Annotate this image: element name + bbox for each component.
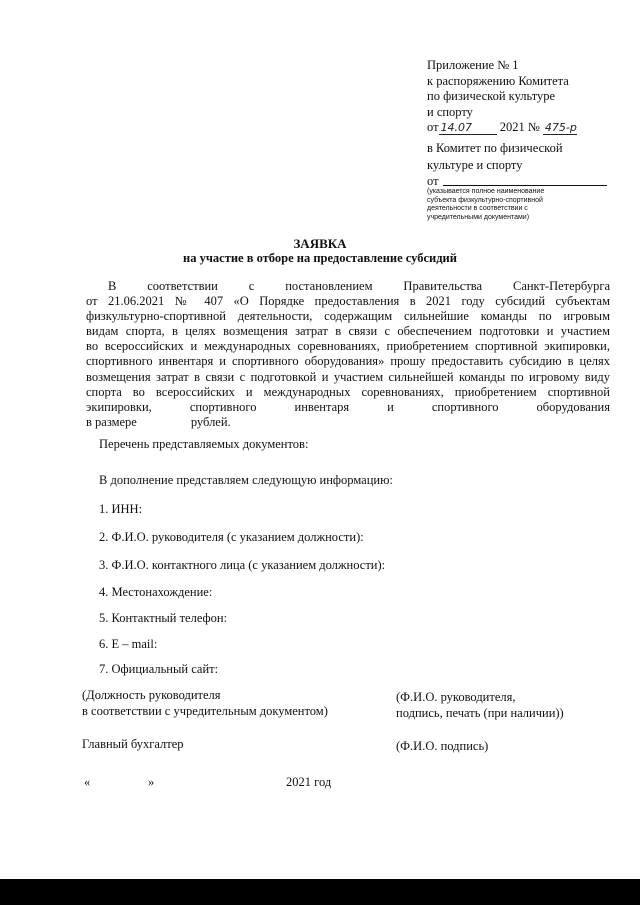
amount-line <box>86 415 610 430</box>
handwritten-number: 475-р <box>544 121 577 135</box>
body-line: во всероссийских и международных соревнованиях, приобретением спортивной экипировки, <box>86 339 610 354</box>
date-year: 2021 год <box>286 775 332 789</box>
phone-label: 5. Контактный телефон: <box>99 611 228 625</box>
annex-line: Приложение № 1 <box>427 58 519 72</box>
email-label: 6. E – mail: <box>99 637 158 651</box>
head-position-block <box>82 688 328 719</box>
date-prefix: от <box>427 120 439 135</box>
document-subtitle: на участие в отборе на предоставление субсидий <box>183 251 457 265</box>
annex-header <box>427 58 577 136</box>
document-title: ЗАЯВКА <box>293 236 347 251</box>
body-line: В соответствии с постановлением Правительства Санкт-Петербурга <box>108 279 610 293</box>
addressee-line: культуре и спорту <box>427 158 523 172</box>
year-number-label: 2021 № <box>499 120 540 135</box>
head-signature-block <box>396 690 564 721</box>
annex-line: по физической культуре <box>427 89 556 104</box>
applicant-note <box>427 188 544 222</box>
accountant-label: Главный бухгалтер <box>82 737 184 751</box>
annex-date-line <box>427 120 577 136</box>
contact-name-label: 3. Ф.И.О. контактного лица (с указанием должности): <box>99 558 386 572</box>
body-paragraph <box>86 279 610 430</box>
addressee <box>427 140 563 174</box>
amount-prefix: в размере <box>86 414 137 429</box>
scan-edge-bar <box>0 879 640 905</box>
note-line: (указывается полное наименование <box>427 188 545 195</box>
handwritten-date: 14.07 <box>439 122 497 135</box>
body-line: возмещения затрат в связи с подготовкой и участием сильнейшей команды по игровому виду <box>86 369 610 384</box>
head-position-line: в соответствии с учредительным документом) <box>82 703 328 718</box>
documents-list-label: Перечень представляемых документов: <box>99 437 309 451</box>
body-line: спортивного инвентаря и спортивного оборудования» прошу предоставить субсидию в целях <box>86 354 610 369</box>
from-label: от <box>427 174 439 188</box>
head-signature-line: (Ф.И.О. руководителя, <box>396 690 516 704</box>
body-line: от 21.06.2021 № 407 «О Порядке предоставления в 2021 году субсидий субъектам <box>86 294 610 309</box>
note-line: учредительными документами) <box>427 213 530 221</box>
amount-suffix: рублей. <box>190 414 231 429</box>
inn-label: 1. ИНН: <box>99 502 143 516</box>
accountant-signature: (Ф.И.О. подпись) <box>396 739 489 753</box>
website-label: 7. Официальный сайт: <box>99 662 219 676</box>
head-name-label: 2. Ф.И.О. руководителя (с указанием должности): <box>99 530 364 544</box>
body-line: экипировки, спортивного инвентаря и спортивного оборудования <box>86 399 610 414</box>
annex-line: к распоряжению Комитета <box>427 73 569 88</box>
head-position-line: (Должность руководителя <box>82 688 221 702</box>
note-line: деятельности в соответствии с <box>427 205 528 213</box>
body-line: видам спорта, в целях возмещения затрат в связи с обеспечением подготовки и участием <box>86 324 610 339</box>
note-line: субъекта физкультурно-спортивной <box>427 196 543 204</box>
location-label: 4. Местонахождение: <box>99 585 213 599</box>
addressee-line: в Комитет по физической <box>427 141 563 155</box>
date-quote-close: » <box>148 775 155 789</box>
head-signature-line: подпись, печать (при наличии)) <box>396 705 564 720</box>
date-quote-open: « <box>84 775 91 789</box>
body-line: физкультурно-спортивной деятельности, содержащим сильнейшие команды по игровым <box>86 309 610 324</box>
annex-line: и спорту <box>427 104 473 119</box>
from-blank-line <box>443 185 607 186</box>
additional-info-label: В дополнение представляем следующую информацию: <box>99 473 393 487</box>
body-line: спорта во всероссийских и международных соревнованиях, приобретением спортивной <box>86 384 610 399</box>
